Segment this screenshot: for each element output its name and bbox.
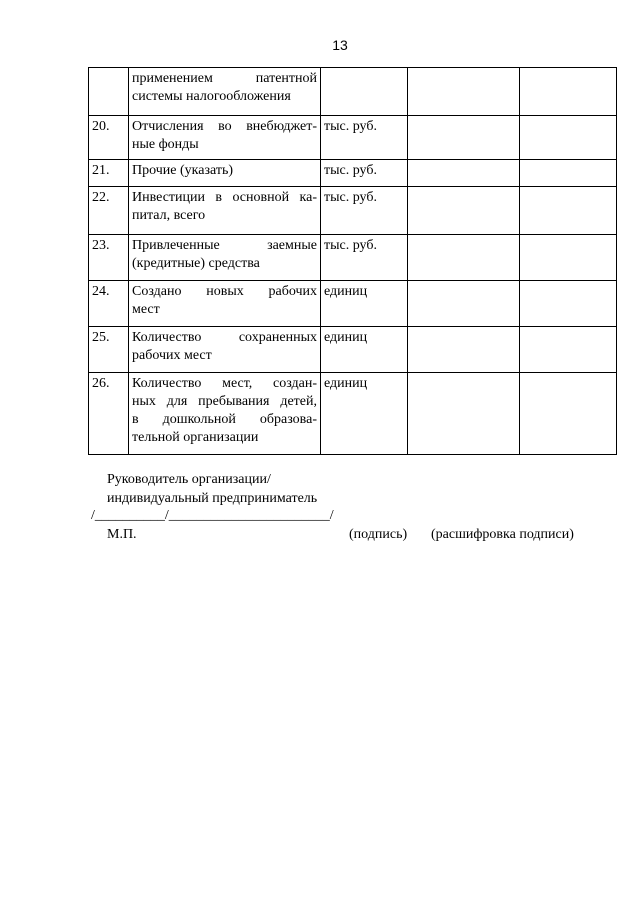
indicator-name-line: Количество мест, создан- <box>132 376 317 391</box>
unit-cell: единиц <box>321 327 408 373</box>
indicator-name-cell <box>129 160 321 187</box>
value-cell-2 <box>520 235 617 281</box>
indicator-name-line: ные фонды <box>132 137 199 152</box>
row-number-cell: 25. <box>89 327 129 373</box>
indicator-name-line: применением патентной <box>132 71 317 86</box>
indicator-name-line: в дошкольной образова- <box>132 412 317 427</box>
row-number-cell: 24. <box>89 281 129 327</box>
indicator-name-cell <box>129 235 321 281</box>
indicator-name-line: Создано новых рабочих <box>132 284 317 299</box>
value-cell-2 <box>520 373 617 455</box>
table-row <box>89 187 617 235</box>
value-cell-1 <box>408 281 520 327</box>
value-cell-1 <box>408 160 520 187</box>
value-cell-1 <box>408 327 520 373</box>
unit-cell: тыс. руб. <box>321 160 408 187</box>
table-body <box>89 68 617 455</box>
signature-decoding-caption: (расшифровка подписи) <box>431 527 574 542</box>
stamp-placeholder-label: М.П. <box>107 527 137 542</box>
indicator-name-line: Прочие (указать) <box>132 163 234 178</box>
row-number-cell: 21. <box>89 160 129 187</box>
indicator-name-cell <box>129 68 321 116</box>
row-number-cell: 26. <box>89 373 129 455</box>
unit-cell <box>321 68 408 116</box>
value-cell-2 <box>520 68 617 116</box>
value-cell-2 <box>520 160 617 187</box>
indicator-name-line: рабочих мест <box>132 348 212 363</box>
value-cell-1 <box>408 235 520 281</box>
indicator-name-line: Инвестиции в основной ка- <box>132 190 317 205</box>
unit-cell: тыс. руб. <box>321 235 408 281</box>
signature-position-label: Руководитель организации/ <box>107 472 271 487</box>
row-number-cell <box>89 68 129 116</box>
unit-cell: тыс. руб. <box>321 116 408 160</box>
indicator-name-cell <box>129 373 321 455</box>
indicator-name-line: Привлеченные заемные <box>132 238 317 253</box>
value-cell-1 <box>408 68 520 116</box>
row-number-cell: 20. <box>89 116 129 160</box>
table-row <box>89 235 617 281</box>
table-row <box>89 327 617 373</box>
value-cell-1 <box>408 373 520 455</box>
table-row <box>89 373 617 455</box>
row-number-cell: 23. <box>89 235 129 281</box>
indicator-name-line: системы налогообложения <box>132 89 291 104</box>
table-row <box>89 116 617 160</box>
indicator-name-cell <box>129 281 321 327</box>
value-cell-1 <box>408 187 520 235</box>
indicator-name-cell <box>129 116 321 160</box>
value-cell-2 <box>520 281 617 327</box>
indicator-name-cell <box>129 187 321 235</box>
signature-blank-line: /__________/_______________________/ <box>91 508 334 523</box>
signature-entrepreneur-label: индивидуальный предприниматель <box>107 491 318 506</box>
report-table <box>88 67 617 455</box>
indicator-name-line: Количество сохраненных <box>132 330 317 345</box>
unit-cell: единиц <box>321 373 408 455</box>
value-cell-1 <box>408 116 520 160</box>
indicator-name-line: (кредитные) средства <box>132 256 260 271</box>
indicator-name-line: тельной организации <box>132 430 259 445</box>
table-row <box>89 68 617 116</box>
value-cell-2 <box>520 327 617 373</box>
value-cell-2 <box>520 187 617 235</box>
indicator-name-line: ных для пребывания детей, <box>132 394 317 409</box>
row-number-cell: 22. <box>89 187 129 235</box>
page-number: 13 <box>332 37 348 53</box>
indicator-name-line: Отчисления во внебюджет- <box>132 119 317 134</box>
table-row <box>89 160 617 187</box>
value-cell-2 <box>520 116 617 160</box>
unit-cell: тыс. руб. <box>321 187 408 235</box>
indicator-name-cell <box>129 327 321 373</box>
table-row <box>89 281 617 327</box>
indicator-name-line: питал, всего <box>132 208 206 223</box>
unit-cell: единиц <box>321 281 408 327</box>
indicator-name-line: мест <box>132 302 160 317</box>
signature-caption: (подпись) <box>349 527 408 542</box>
